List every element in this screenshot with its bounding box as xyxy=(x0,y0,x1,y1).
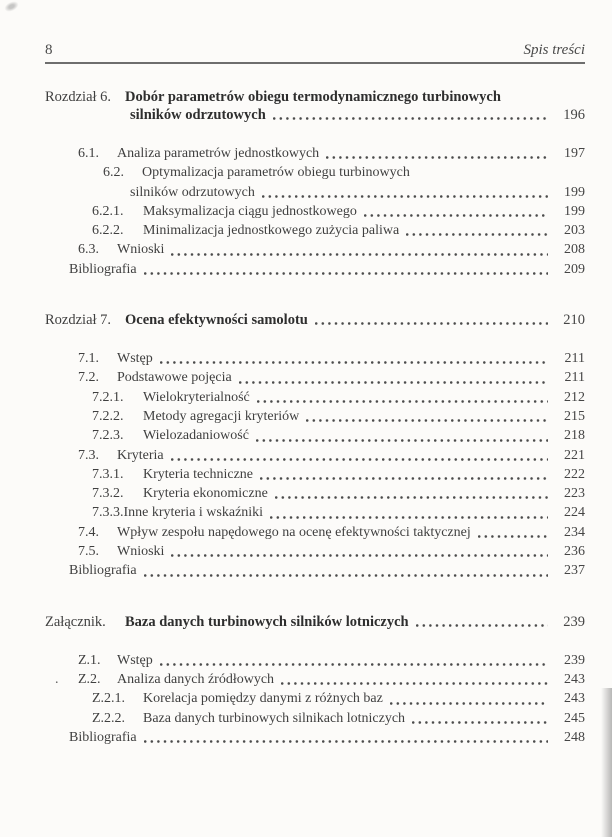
toc-leader-dots xyxy=(171,554,548,557)
toc-entry-number: 7.2.1. xyxy=(92,389,124,405)
toc-entry-label: Kryteria ekonomiczne xyxy=(143,486,268,502)
folio-page-number: 8 xyxy=(45,42,53,58)
toc-entry xyxy=(78,144,585,163)
toc-leader-dots xyxy=(262,195,548,198)
toc-entry-number: 6.2.1. xyxy=(92,203,124,219)
toc-entry-page: 239 xyxy=(563,613,585,630)
toc-leader-dots xyxy=(257,400,548,403)
toc-entry-number: Z.2.1. xyxy=(92,691,126,707)
toc-entry xyxy=(92,465,585,484)
toc-entry-number: 7.2. xyxy=(78,370,99,386)
toc-entry-page: 215 xyxy=(564,408,585,424)
toc-entry xyxy=(78,542,585,561)
toc-section xyxy=(45,88,585,279)
toc-section xyxy=(45,311,585,581)
toc-entry-label: Maksymalizacja ciągu jednostkowego xyxy=(143,203,357,219)
toc-leader-dots xyxy=(144,272,548,275)
toc-entry-number: 6.1. xyxy=(78,146,99,161)
toc-entry xyxy=(92,202,585,221)
toc-entry-page: 212 xyxy=(564,389,585,405)
toc-entry xyxy=(78,651,585,670)
toc-entry-page: 234 xyxy=(564,524,585,540)
toc-entry-label: Wpływ zespołu napędowego na ocenę efektywności taktycznej xyxy=(117,524,471,540)
toc-entry-label: Analiza parametrów jednostkowych xyxy=(117,146,320,161)
toc-entry-label: Analiza danych źródłowych xyxy=(117,671,275,687)
toc-entry xyxy=(78,446,585,465)
chapter-title: Dobór parametrów obiegu termodynamicznego turbinowych xyxy=(125,89,501,105)
toc-entry-page: 223 xyxy=(564,486,585,502)
toc-entry-page: 243 xyxy=(564,671,585,687)
toc-entry-page: 218 xyxy=(564,428,585,444)
toc-entry xyxy=(92,484,585,503)
toc-entry-label: Inne kryteria i wskaźniki xyxy=(123,505,264,521)
toc-entry-label: Wielozadaniowość xyxy=(143,428,249,444)
toc-entry-page: 224 xyxy=(564,505,585,521)
chapter-title: Ocena efektywności samolotu xyxy=(125,312,308,329)
toc-entry-page: 221 xyxy=(564,447,585,463)
toc-section xyxy=(45,613,585,747)
toc-entry-label: Optymalizacja parametrów obiegu turbinowych xyxy=(142,165,410,181)
toc-entry xyxy=(92,407,585,426)
chapter-prefix: Załącznik. xyxy=(45,613,106,630)
toc-entry-label: Wnioski xyxy=(117,544,165,560)
toc-entry-number: 6.2. xyxy=(103,165,124,181)
toc-leader-dots xyxy=(275,496,548,499)
scan-edge-shadow xyxy=(601,688,612,837)
running-header xyxy=(45,42,585,64)
toc-entry-number: 6.2.2. xyxy=(92,223,124,239)
toc-entry-number: 7.5. xyxy=(78,544,99,560)
toc-entry xyxy=(69,260,585,279)
toc-entry-label: Bibliografia xyxy=(69,729,137,745)
toc-entry-line2 xyxy=(130,183,585,202)
toc-entry-label: Wnioski xyxy=(117,242,165,258)
toc-entry xyxy=(92,709,585,728)
toc-entry-number: Z.2. xyxy=(78,671,101,687)
entry-list xyxy=(45,349,585,581)
chapter-prefix: Rozdział 7. xyxy=(45,312,112,329)
chapter-heading xyxy=(45,88,585,124)
toc-entry-number: 7.3.3. xyxy=(92,505,124,521)
toc-entry-label: Wstęp xyxy=(117,351,153,367)
toc-entry-label: Metody agregacji kryteriów xyxy=(143,408,300,424)
toc-entry xyxy=(92,426,585,445)
chapter-title: Baza danych turbinowych silników lotniczych xyxy=(125,613,409,630)
toc-entry xyxy=(78,523,585,542)
toc-entry-label: Bibliografia xyxy=(69,261,137,277)
toc-entry xyxy=(92,503,585,522)
toc-entry-page: 199 xyxy=(564,184,585,200)
toc-entry-page: 209 xyxy=(564,261,585,277)
toc-leader-dots xyxy=(416,624,548,627)
chapter-prefix: Rozdział 6. xyxy=(45,89,112,105)
toc-entry-number: 6.3. xyxy=(78,242,99,258)
toc-entry-number: Z.1. xyxy=(78,652,101,668)
toc-entry-page: 222 xyxy=(564,466,585,482)
chapter-heading-row xyxy=(45,613,585,631)
toc-leader-dots xyxy=(144,740,548,743)
toc-leader-dots xyxy=(364,214,548,217)
toc-leader-dots xyxy=(160,663,548,666)
toc-entry-page: 239 xyxy=(564,652,585,668)
chapter-heading-row xyxy=(45,311,585,329)
toc-leader-dots xyxy=(273,117,548,120)
scan-speck-artifact xyxy=(3,0,20,14)
toc-leader-dots xyxy=(270,516,548,519)
running-header-title: Spis treści xyxy=(523,42,585,58)
toc-entry-number: 7.2.2. xyxy=(92,408,124,424)
page-content xyxy=(45,42,585,747)
toc-entry xyxy=(55,670,585,689)
toc-entry-label: Kryteria xyxy=(117,447,164,463)
toc-leader-dots xyxy=(306,419,548,422)
toc-entry-page: 196 xyxy=(563,107,585,123)
toc-entry-label: Wielokryterialność xyxy=(143,389,250,405)
toc-leader-dots xyxy=(256,439,548,442)
toc-entry-number: 7.3. xyxy=(78,447,99,463)
toc-leader-dots xyxy=(144,574,548,577)
toc-entry-label: Kryteria techniczne xyxy=(143,466,253,482)
toc-entry-number: 7.3.2. xyxy=(92,486,124,502)
toc-leader-dots xyxy=(390,702,548,705)
toc-entry xyxy=(78,349,585,368)
toc-entry-label: Minimalizacja jednostkowego zużycia paliwa xyxy=(143,223,400,239)
toc-entry xyxy=(92,689,585,708)
toc-entry-page: 203 xyxy=(564,223,585,239)
toc-entry-label: Bibliografia xyxy=(69,563,137,579)
toc-leader-dots xyxy=(171,253,548,256)
chapter-title-line2: silników odrzutowych xyxy=(130,107,266,123)
toc-entry-page: 211 xyxy=(564,351,585,367)
toc-entry-number: Z.2.2. xyxy=(92,710,126,726)
toc-entry-page: 243 xyxy=(564,691,585,707)
toc-entry xyxy=(92,388,585,407)
toc-entry xyxy=(92,221,585,240)
chapter-heading xyxy=(45,613,585,631)
toc-leader-dots xyxy=(260,477,548,480)
toc-entry-label: Podstawowe pojęcia xyxy=(117,370,232,386)
toc-entry-number: 7.2.3. xyxy=(92,428,124,444)
toc-entry-page: 211 xyxy=(564,370,585,386)
toc-entry xyxy=(69,728,585,747)
toc-leader-dots xyxy=(326,156,548,159)
entry-list xyxy=(45,651,585,747)
toc-entry-page: 210 xyxy=(563,312,585,329)
chapter-heading xyxy=(45,311,585,329)
toc-leader-dots xyxy=(478,535,548,538)
toc-leader-dots xyxy=(160,361,548,364)
toc-leader-dots xyxy=(412,721,548,724)
toc-leader-dots xyxy=(171,458,548,461)
chapter-heading-row xyxy=(45,88,585,106)
toc-entry-number: 7.1. xyxy=(78,351,99,367)
entry-list xyxy=(45,144,585,279)
toc-entry-label: silników odrzutowych xyxy=(130,184,255,200)
toc-entry-label: Wstęp xyxy=(117,652,153,668)
toc-entry-page: 197 xyxy=(564,146,585,161)
toc-entry-label: Korelacja pomiędzy danymi z różnych baz xyxy=(143,691,383,707)
toc-entry xyxy=(78,240,585,259)
toc-leader-dots xyxy=(239,381,548,384)
toc-entry-page: 245 xyxy=(564,710,585,726)
toc-leader-dots xyxy=(281,682,548,685)
toc-entry-page: 199 xyxy=(564,203,585,219)
toc-entry-number: 7.3.1. xyxy=(92,466,124,482)
toc-entry-page: 208 xyxy=(564,242,585,258)
toc-entry xyxy=(103,163,585,182)
toc-entry-page: 248 xyxy=(564,729,585,745)
stray-dot-mark: . xyxy=(55,671,59,687)
toc-entry-number: 7.4. xyxy=(78,524,99,540)
toc-entry-page: 237 xyxy=(564,563,585,579)
toc-leader-dots xyxy=(406,233,548,236)
toc-entry xyxy=(78,368,585,387)
toc xyxy=(45,88,585,747)
toc-entry-page: 236 xyxy=(564,544,585,560)
toc-entry-label: Baza danych turbinowych silnikach lotniczych xyxy=(143,710,406,726)
chapter-heading-row-2 xyxy=(130,106,585,124)
toc-entry xyxy=(69,561,585,580)
toc-leader-dots xyxy=(315,322,548,325)
